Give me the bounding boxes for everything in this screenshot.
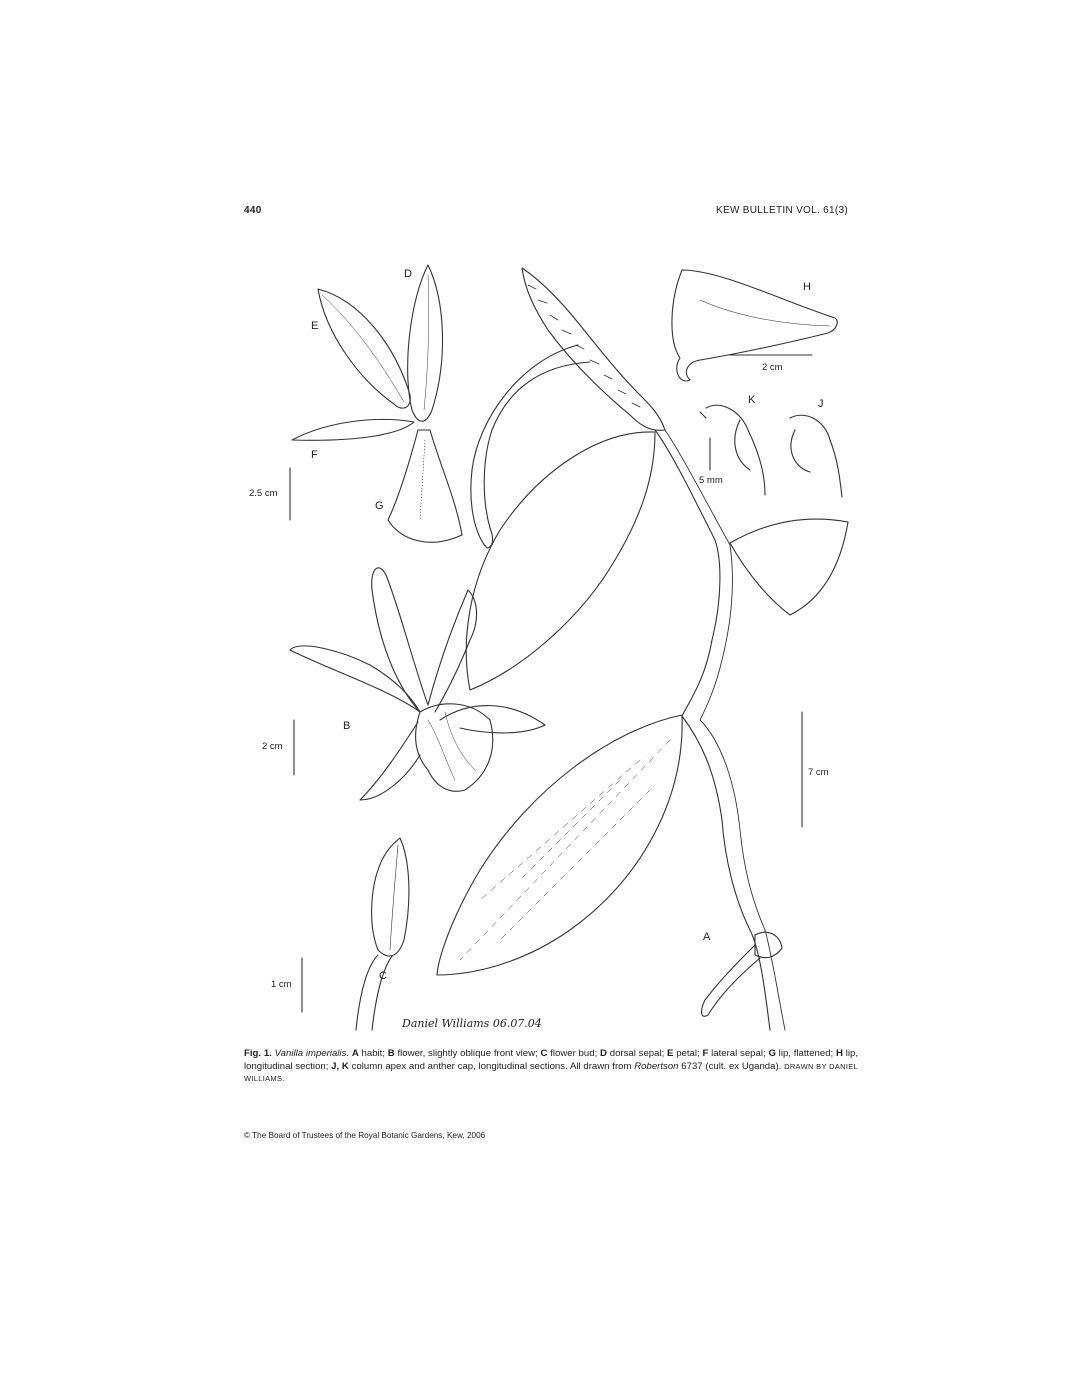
label-d: D <box>404 268 412 280</box>
caption-key-h: H <box>836 1048 843 1059</box>
label-a: A <box>703 931 711 943</box>
flower-bud-c <box>372 838 409 956</box>
leaf-lower <box>437 715 682 975</box>
caption-text-e: petal; <box>673 1048 703 1059</box>
lip-g <box>388 430 462 542</box>
caption-text-a: habit; <box>358 1048 388 1059</box>
leaf-right <box>730 519 848 615</box>
caption-text-jk: column apex and anther cap, longitudinal sections. All drawn from <box>348 1060 635 1072</box>
label-h: H <box>803 281 811 293</box>
label-k: K <box>748 394 756 406</box>
caption-key-d: D <box>600 1048 607 1059</box>
caption-species: Vanilla imperialis. <box>274 1048 350 1059</box>
caption-text-b: flower, slightly oblique front view; <box>394 1048 541 1059</box>
label-e: E <box>311 320 319 332</box>
caption-key-f: F <box>702 1048 709 1059</box>
scale-label-c: 1 cm <box>271 979 292 990</box>
caption-drawn-by: DRAWN BY DANIEL WILLIAMS. <box>244 1061 858 1084</box>
scale-label-jk: 5 mm <box>699 475 723 486</box>
caption-tail: 6737 (cult. ex Uganda). <box>678 1060 785 1072</box>
stem <box>655 430 770 1030</box>
caption-key-g: G <box>768 1048 776 1059</box>
lateral-sepal-f <box>292 419 414 440</box>
caption-text-h: lip, longitudinal section; <box>244 1048 858 1072</box>
column-apex-j <box>790 415 842 497</box>
label-b: B <box>343 720 351 732</box>
caption-key-b: B <box>387 1048 395 1059</box>
caption-key-jk: J, K <box>331 1060 349 1072</box>
petal-e <box>318 289 410 408</box>
scale-label-deg: 2.5 cm <box>249 488 278 499</box>
pedicel-c <box>356 955 392 1030</box>
artist-signature: Daniel Williams 06.07.04 <box>402 1017 542 1030</box>
scale-label-h: 2 cm <box>762 362 783 373</box>
peduncle <box>471 345 590 548</box>
caption-key-a: A <box>351 1048 359 1059</box>
scale-label-b: 2 cm <box>262 741 283 752</box>
caption-text-d: dorsal sepal; <box>606 1048 668 1059</box>
caption-key-e: E <box>667 1048 674 1059</box>
page-number: 440 <box>244 205 262 216</box>
caption-text-g: lip, flattened; <box>775 1048 836 1059</box>
caption-key-c: C <box>540 1048 548 1059</box>
label-g: G <box>375 500 384 512</box>
inflorescence <box>522 268 665 430</box>
caption-collector: Robertson <box>634 1060 679 1072</box>
caption-fig-label: Fig. 1. <box>244 1048 272 1059</box>
running-head: KEW BULLETIN VOL. 61(3) <box>716 205 848 216</box>
leaf-upper <box>466 432 655 690</box>
label-c: C <box>379 970 387 982</box>
caption-text-f: lateral sepal; <box>708 1048 769 1059</box>
label-j: J <box>818 398 824 410</box>
caption-text-c: flower bud; <box>547 1048 601 1059</box>
figure-caption <box>244 1048 858 1086</box>
aerial-root <box>702 945 760 1016</box>
copyright-notice: © The Board of Trustees of the Royal Botanic Gardens, Kew, 2006 <box>244 1131 486 1140</box>
scale-label-a: 7 cm <box>808 767 829 778</box>
label-f: F <box>311 449 318 461</box>
